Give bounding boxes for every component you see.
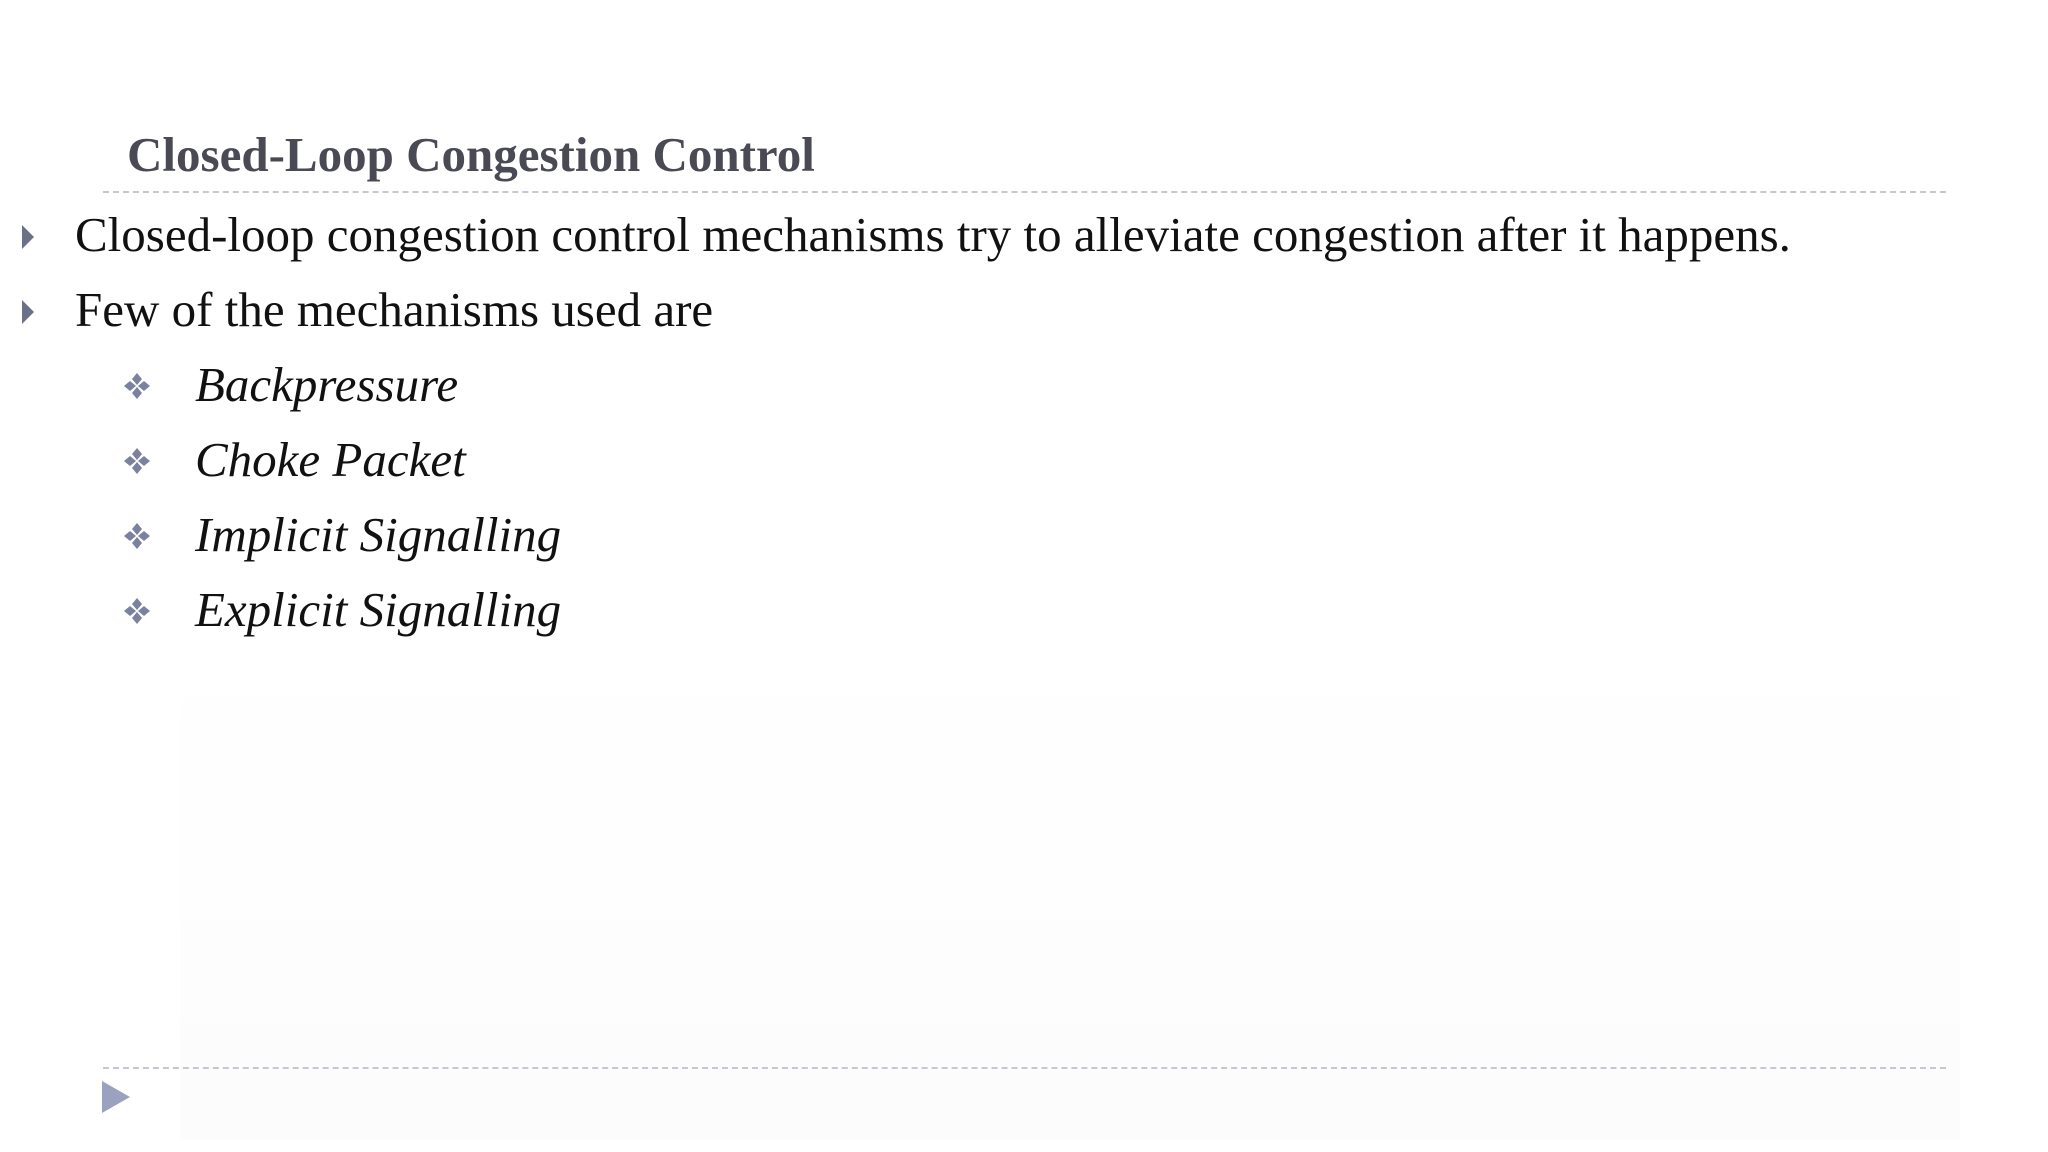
diamond-cluster-bullet-icon (121, 595, 153, 627)
sub-bullet-item (0, 505, 1000, 565)
bullet-text: Closed-loop congestion control mechanisms try to alleviate congestion after it happens. (75, 207, 1791, 262)
footer-divider (103, 1067, 1946, 1069)
slide-title: Closed-Loop Congestion Control (127, 127, 815, 182)
bullet-text: Few of the mechanisms used are (75, 282, 714, 337)
title-divider (103, 191, 1946, 193)
sub-bullet-item (0, 580, 1000, 640)
triangle-bullet-icon (22, 300, 34, 324)
bullet-item (0, 280, 2000, 340)
content-background (180, 640, 1960, 1140)
sub-bullet-text: Implicit Signalling (195, 507, 562, 562)
triangle-bullet-icon (22, 225, 34, 249)
play-arrow-icon (102, 1081, 130, 1113)
sub-bullet-item (0, 355, 1000, 415)
diamond-cluster-bullet-icon (121, 445, 153, 477)
diamond-cluster-bullet-icon (121, 370, 153, 402)
sub-bullet-text: Explicit Signalling (195, 582, 562, 637)
diamond-cluster-bullet-icon (121, 520, 153, 552)
sub-bullet-item (0, 430, 1000, 490)
sub-bullet-text: Backpressure (195, 357, 459, 412)
bullet-item (0, 205, 2000, 265)
sub-bullet-text: Choke Packet (195, 432, 466, 487)
